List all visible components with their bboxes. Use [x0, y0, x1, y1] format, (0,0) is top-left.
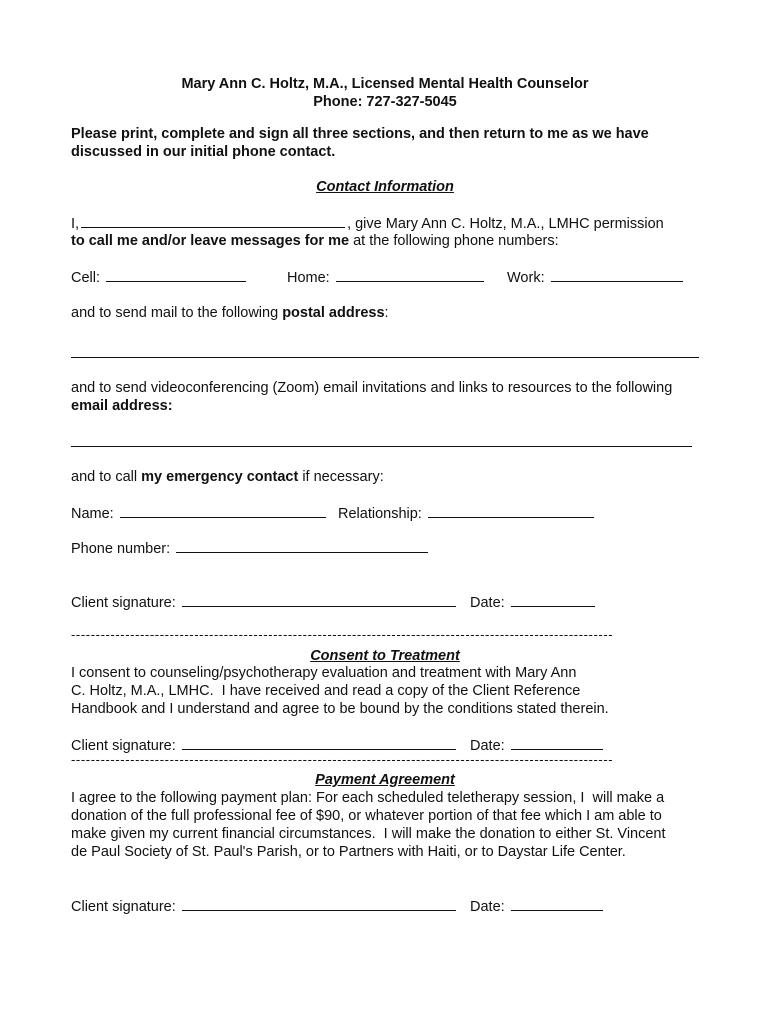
mail-suffix: : [384, 305, 389, 321]
home-row [287, 268, 486, 287]
phone-number-label: Phone number: [71, 541, 171, 557]
payment-date-row [470, 897, 605, 916]
permission-prefix: I, [71, 216, 80, 232]
date-label: Date: [470, 899, 505, 915]
emergency-line [71, 468, 384, 486]
payment-line-1: I agree to the following payment plan: For each scheduled teletherapy session, I will make a [71, 790, 665, 806]
payment-signature-row [71, 897, 458, 916]
call-permission-rest: at the following phone numbers: [349, 233, 559, 249]
emergency-phone-row [71, 539, 430, 558]
instructions-line-2: discussed in our initial phone contact. [71, 144, 336, 160]
call-permission-bold: to call me and/or leave messages for me [71, 233, 350, 249]
date-label: Date: [470, 595, 505, 611]
client-name-field[interactable] [81, 214, 345, 228]
relationship-label: Relationship: [338, 506, 422, 522]
email-address-field[interactable] [71, 446, 692, 447]
contact-signature-field[interactable] [182, 593, 456, 607]
mail-bold: postal address [282, 305, 385, 321]
cell-row [71, 268, 248, 287]
permission-suffix: , give Mary Ann C. Holtz, M.A., LMHC permission [347, 216, 664, 232]
mail-line [71, 304, 389, 322]
section-divider: -------------------------------------------------------------------------------------------------------------- [71, 752, 614, 767]
consent-heading: Consent to Treatment [310, 648, 460, 664]
email-line-1: and to send videoconferencing (Zoom) email invitations and links to resources to the following [71, 380, 673, 396]
payment-date-field[interactable] [511, 897, 603, 911]
cell-phone-field[interactable] [106, 268, 246, 282]
payment-signature-field[interactable] [182, 897, 456, 911]
payment-line-4: de Paul Society of St. Paul's Parish, or to Partners with Haiti, or to Daystar Life Center. [71, 844, 626, 860]
payment-line-3: make given my current financial circumstances. I will make the donation to either St. Vincent [71, 826, 666, 842]
contact-signature-row [71, 593, 458, 612]
payment-heading: Payment Agreement [315, 772, 455, 788]
emergency-bold: my emergency contact [141, 469, 299, 485]
name-label: Name: [71, 506, 114, 522]
call-permission-line [71, 232, 559, 250]
section-divider: -------------------------------------------------------------------------------------------------------------- [71, 627, 614, 642]
date-label: Date: [470, 738, 505, 754]
home-phone-field[interactable] [336, 268, 484, 282]
emergency-phone-field[interactable] [176, 539, 428, 553]
contact-date-row [470, 593, 597, 612]
signature-label: Client signature: [71, 738, 176, 754]
emergency-suffix: if necessary: [298, 469, 384, 485]
relationship-row [338, 504, 596, 523]
emergency-name-field[interactable] [120, 504, 326, 518]
payment-line-2: donation of the full professional fee of $90, or whatever portion of that fee which I am able to [71, 808, 662, 824]
header-title: Mary Ann C. Holtz, M.A., Licensed Mental Health Counselor [181, 76, 589, 92]
postal-address-field[interactable] [71, 357, 699, 358]
permission-line [71, 214, 664, 233]
consent-line-1: I consent to counseling/psychotherapy evaluation and treatment with Mary Ann [71, 665, 577, 681]
consent-signature-field[interactable] [182, 736, 456, 750]
instructions-line-1: Please print, complete and sign all three sections, and then return to me as we have [71, 126, 649, 142]
email-label: email address: [71, 398, 173, 414]
emergency-prefix: and to call [71, 469, 142, 485]
consent-line-2: C. Holtz, M.A., LMHC. I have received and read a copy of the Client Reference [71, 683, 581, 699]
contact-heading: Contact Information [316, 179, 454, 195]
mail-prefix: and to send mail to the following [71, 305, 283, 321]
work-row [507, 268, 685, 287]
work-phone-field[interactable] [551, 268, 683, 282]
work-label: Work: [507, 270, 545, 286]
consent-line-3: Handbook and I understand and agree to be bound by the conditions stated therein. [71, 701, 609, 717]
signature-label: Client signature: [71, 899, 176, 915]
header-phone: Phone: 727-327-5045 [313, 94, 457, 110]
relationship-field[interactable] [428, 504, 594, 518]
consent-date-field[interactable] [511, 736, 603, 750]
signature-label: Client signature: [71, 595, 176, 611]
cell-label: Cell: [71, 270, 101, 286]
emergency-name-row [71, 504, 328, 523]
contact-date-field[interactable] [511, 593, 595, 607]
home-label: Home: [287, 270, 330, 286]
